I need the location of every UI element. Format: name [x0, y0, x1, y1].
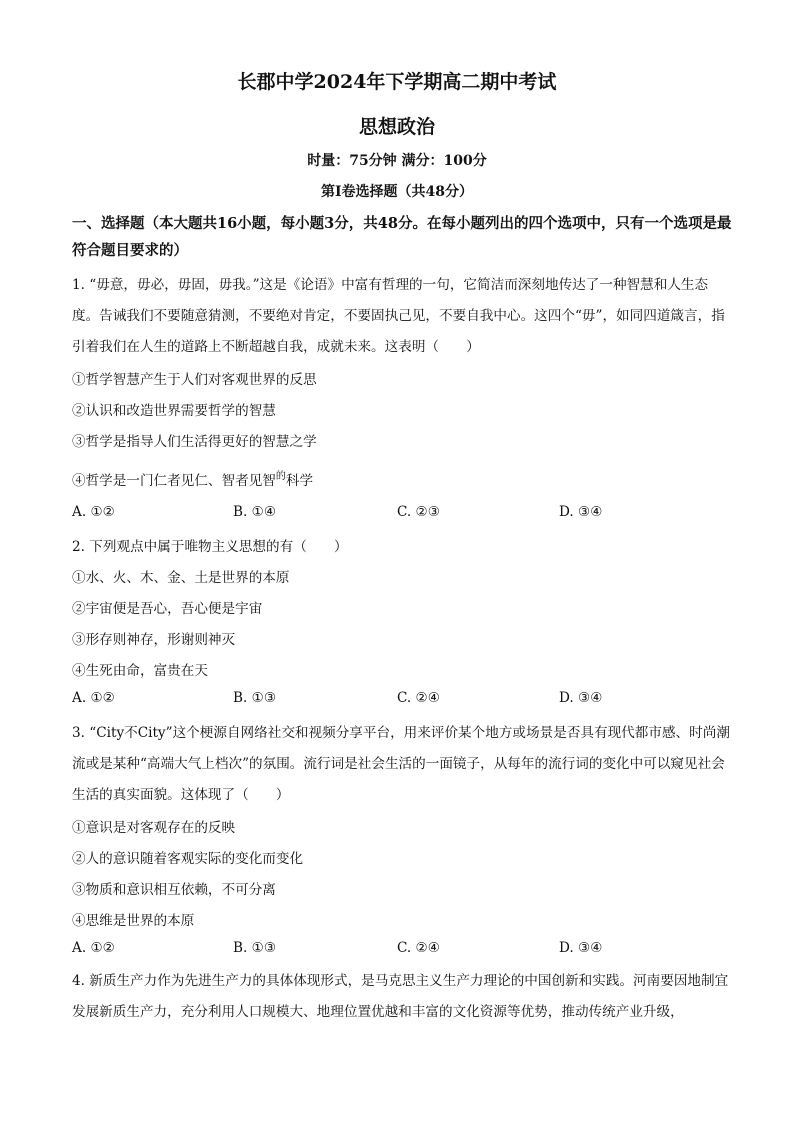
question-3-item-4: ④思维是世界的本原 — [72, 913, 195, 929]
question-1-options — [72, 504, 732, 526]
question-1-item-4-tail: 科学 — [285, 473, 314, 489]
question-3-item-1: ①意识是对客观存在的反映 — [72, 820, 236, 836]
question-2-stem: 2. 下列观点中属于唯物主义思想的有（ ） — [72, 539, 348, 555]
question-1-option-c: C. ②③ — [397, 504, 440, 520]
question-2-item-1: ①水、火、木、金、土是世界的本原 — [72, 570, 290, 586]
question-1-option-a: A. ①② — [72, 504, 115, 520]
question-1-item-4-text: ④哲学是一门仁者见仁、智者见智 — [72, 473, 276, 489]
exam-time-score: 时量：75分钟 满分：100分 — [307, 153, 487, 169]
question-3-options — [72, 940, 732, 962]
question-1-item-4-sup: 的 — [275, 471, 286, 482]
question-2-item-2: ②宇宙便是吾心，吾心便是宇宙 — [72, 601, 263, 617]
question-2-option-c: C. ②④ — [397, 690, 440, 706]
question-2-options — [72, 690, 732, 712]
question-3-item-2: ②人的意识随着客观实际的变化而变化 — [72, 851, 304, 867]
question-2-item-3: ③形存则神存，形谢则神灭 — [72, 632, 236, 648]
question-1-stem: 1. “毋意，毋必，毋固，毋我。”这是《论语》中富有哲理的一句，它简洁而深刻地传达了一种智慧和人生态度。告诫我们不要随意猜测，不要绝对肯定，不要固执己见，不要自我中心。这四个“毋”，如同四道箴言，指引着我们在人生的道路上不断超越自我，成就未来。这表明（ ） — [72, 277, 725, 355]
question-3-option-b: B. ①③ — [233, 940, 277, 956]
question-3-option-c: C. ②④ — [397, 940, 440, 956]
question-1-item-4 — [72, 467, 313, 489]
question-2-option-a: A. ①② — [72, 690, 115, 706]
exam-title: 长郡中学2024年下学期高二期中考试 — [237, 71, 557, 93]
question-1-item-1: ①哲学智慧产生于人们对客观世界的反思 — [72, 372, 317, 388]
question-1-item-3: ③哲学是指导人们生活得更好的智慧之学 — [72, 434, 317, 450]
question-1-item-2: ②认识和改造世界需要哲学的智慧 — [72, 403, 276, 419]
exam-volume-heading: 第Ⅰ卷选择题（共48分） — [320, 184, 474, 200]
question-4-stem: 4. 新质生产力作为先进生产力的具体体现形式，是马克思主义生产力理论的中国创新和实践。河南要因地制宜发展新质生产力，充分利用人口规模大、地理位置优越和丰富的文化资源等优势，推动传统产业升级， — [72, 973, 729, 1020]
exam-subject: 思想政治 — [358, 116, 435, 138]
question-2-option-d: D. ③④ — [559, 690, 603, 706]
question-2-item-4: ④生死由命，富贵在天 — [72, 663, 208, 679]
section-instructions: 一、选择题（本大题共16小题，每小题3分，共48分。在每小题列出的四个选项中，只有一个选项是最符合题目要求的） — [72, 215, 732, 259]
question-3-option-d: D. ③④ — [559, 940, 603, 956]
question-3-stem: 3. “City不City”这个梗源自网络社交和视频分享平台，用来评价某个地方或场景是否具有现代都市感、时尚潮流或是某种“高端大气上档次”的氛围。流行词是社会生活的一面镜子，从每年的流行词的变化中可以窥见社会生活的真实面貌。这体现了（ ） — [72, 725, 730, 803]
question-3-option-a: A. ①② — [72, 940, 115, 956]
question-1-option-b: B. ①④ — [233, 504, 277, 520]
question-2-option-b: B. ①③ — [233, 690, 277, 706]
question-3-item-3: ③物质和意识相互依赖，不可分离 — [72, 882, 276, 898]
question-1-option-d: D. ③④ — [559, 504, 603, 520]
